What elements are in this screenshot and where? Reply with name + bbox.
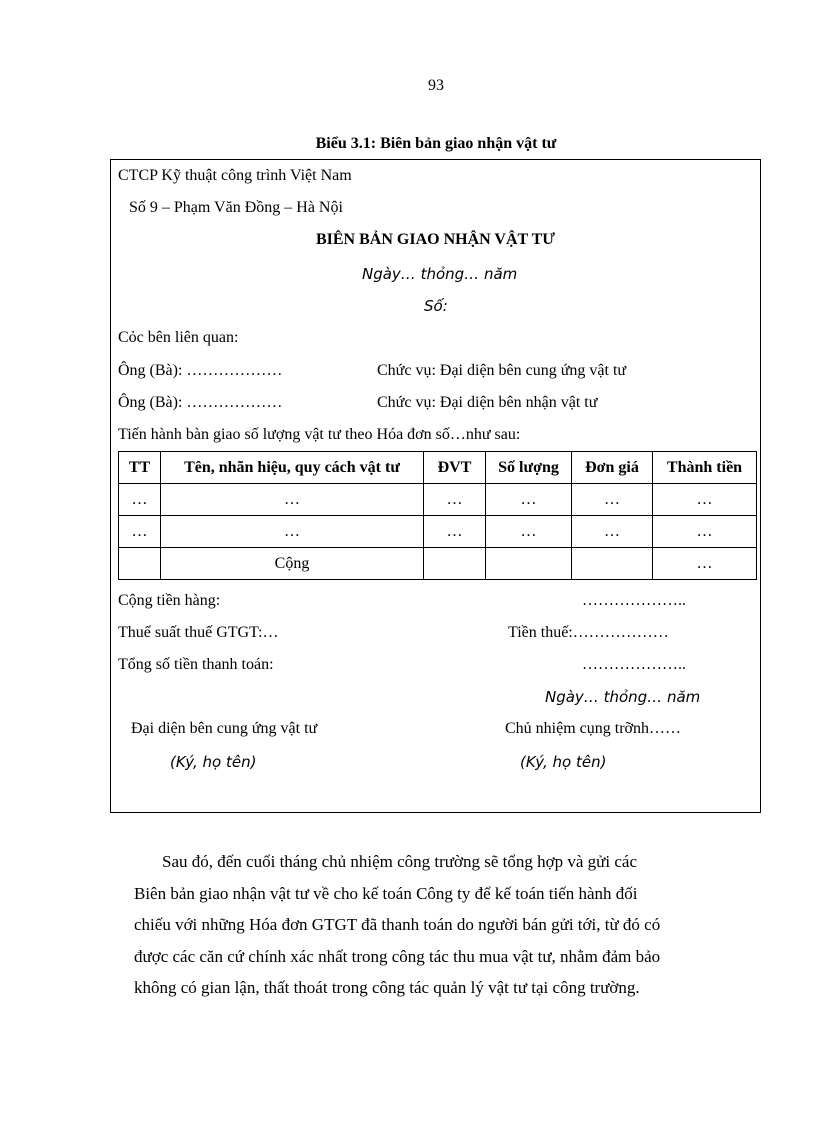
table-total-row [119,548,757,580]
grand-total-value: ……………….. [582,656,686,673]
col-header-tt: TT [119,452,161,484]
col-header-unit-price: Đơn giá [572,452,653,484]
table-cell: … [161,516,424,548]
party1-name: Ông (Bà): ……………… [118,362,283,379]
table-row [119,484,757,516]
company-name: CTCP Kỹ thuật công trình Việt Nam [118,167,352,184]
body-line: không có gian lận, thất thoát trong công tác quản lý vật tư tại công trường. [134,978,640,997]
table-cell: … [486,516,572,548]
table-cell: … [424,484,486,516]
handover-intro: Tiến hành bàn giao số lượng vật tư theo Hóa đơn số…như sau: [118,426,521,443]
total-amount: … [653,548,757,580]
table-cell: … [119,516,161,548]
party1-role: Chức vụ: Đại diện bên cung ứng vật tư [377,362,627,379]
table-cell: … [572,516,653,548]
table-cell: … [653,516,757,548]
party2-name: Ông (Bà): ……………… [118,394,283,411]
total-label: Cộng [161,548,424,580]
body-line: Biên bản giao nhận vật tư về cho kế toán Công ty để kế toán tiến hành đối [134,883,638,903]
table-cell [486,548,572,580]
form-title: BIÊN BẢN GIAO NHẬN VẬT TƯ [315,231,555,248]
col-header-amount: Thành tiền [653,452,757,484]
caption-title: Biên bản giao nhận vật tư [380,135,557,152]
body-paragraph [134,846,768,1004]
body-line: chiếu với những Hóa đơn GTGT đã thanh toán do người bán gửi tới, từ đó có [134,915,661,934]
table-cell [119,548,161,580]
form-number-line: Số: [424,297,448,315]
right-signature-note: (Ký, họ tên) [520,753,607,771]
materials-table [118,451,757,580]
table-cell: … [653,484,757,516]
party2-role: Chức vụ: Đại diện bên nhận vật tư [377,394,598,411]
table-cell: … [119,484,161,516]
col-header-unit: ĐVT [424,452,486,484]
table-cell [572,548,653,580]
table-cell: … [161,484,424,516]
left-signature-title: Đại diện bên cung ứng vật tư [131,720,318,737]
vat-amount-label: Tiền thuế:……………… [508,624,669,641]
table-cell: … [572,484,653,516]
table-header-row [119,452,757,484]
goods-total-value: ……………….. [582,592,686,609]
left-signature-note: (Ký, họ tên) [170,753,257,771]
table-row [119,516,757,548]
sign-date-line: Ngày… thỏng… năm [545,688,701,706]
col-header-quantity: Số lượng [486,452,572,484]
company-address: Số 9 – Phạm Văn Đồng – Hà Nội [129,199,343,216]
col-header-name: Tên, nhãn hiệu, quy cách vật tư [161,452,424,484]
figure-caption [0,135,816,153]
form-date-line: Ngày… thỏng… năm [362,265,518,283]
goods-total-label: Cộng tiền hàng: [118,592,221,609]
parties-label: Cỏc bên liên quan: [118,329,239,346]
page-number: 93 [428,77,444,94]
body-line: Sau đó, đến cuối tháng chủ nhiệm công trường sẽ tổng hợp và gửi các [162,852,637,871]
caption-label: Biểu 3.1: [315,135,377,152]
vat-rate-label: Thuế suất thuế GTGT:… [118,624,279,641]
grand-total-label: Tổng số tiền thanh toán: [118,656,274,673]
right-signature-title: Chủ nhiệm cụng trỡnh…… [505,720,681,737]
body-line: được các căn cứ chính xác nhất trong công tác thu mua vật tư, nhằm đảm bảo [134,946,661,966]
table-cell [424,548,486,580]
table-cell: … [424,516,486,548]
table-cell: … [486,484,572,516]
